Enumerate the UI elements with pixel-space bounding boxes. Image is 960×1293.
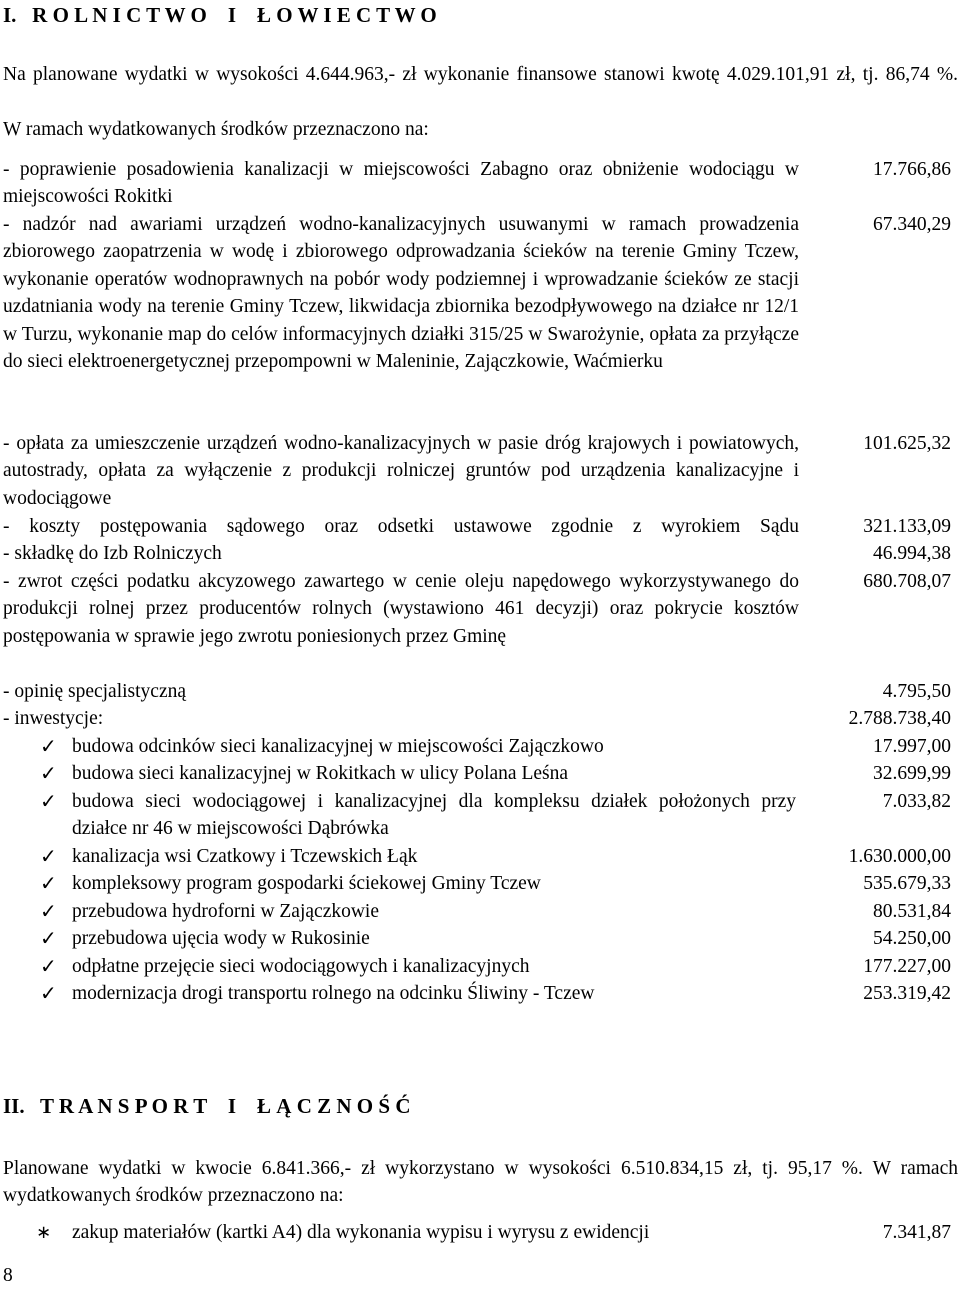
item-amount: 2.788.738,40 [848,708,951,729]
investment-text: budowa sieci kanalizacyjnej w Rokitkach w ulicy Polana Leśna [72,763,569,784]
investment-text: przebudowa hydroforni w Zajączkowie [72,901,380,922]
check-icon: ✓ [40,981,57,1005]
section-intro-line1 [3,61,958,88]
list-item [3,705,951,732]
check-icon: ✓ [40,871,57,895]
section-intro: Na planowane wydatki w wysokości 4.644.963,- zł wykonanie finansowe stanowi kwotę 4.029.101,91 zł, tj. 86,74 %. [3,64,958,85]
list-item [3,430,951,512]
investment-amount: 17.997,00 [873,736,951,757]
investment-item [72,925,951,952]
investment-text: budowa odcinków sieci kanalizacyjnej w miejscowości Zajączkowo [72,736,604,757]
investment-item [72,843,951,870]
list-item [3,156,951,211]
section-intro-2: W ramach wydatkowanych środków przeznaczono na: [3,119,429,140]
investment-text: kanalizacja wsi Czatkowy i Tczewskich Łąk [72,846,418,867]
section-heading-rolnictwo: I. R O L N I C T W O I Ł O W I E C T W O [3,3,437,27]
item-text: - opłata za umieszczenie urządzeń wodno-kanalizacyjnych w pasie dróg krajowych i powiatowych, autostrady, opłata za wyłączenie z produkcji rolniczej gruntów pod urządzenia kanalizacyjne i wodociągowe [3,433,799,509]
investment-amount: 535.679,33 [863,873,951,894]
investment-amount: 54.250,00 [873,928,951,949]
investment-text: kompleksowy program gospodarki ściekowej Gminy Tczew [72,873,541,894]
investment-amount: 32.699,99 [873,763,951,784]
list-item [3,513,951,540]
investment-item [72,733,951,760]
check-icon: ✓ [40,954,57,978]
item-text: - nadzór nad awariami urządzeń wodno-kanalizacyjnych usuwanymi w ramach prowadzenia zbiorowego zaopatrzenia w wodę i zbiorowego odprowadzania ścieków na terenie Gminy Tczew, wykonanie operatów wodnoprawnych na pobór wody podziemnej i wprowadzanie ścieków ze stacji uzdatniania wody na terenie Gminy Tczew, likwidacja zbiornika bezodpływowego na działce nr 12/1 w Turzu, wykonanie map do celów informacyjnych działki 315/25 w Swarożynie, opłata za przyłącze do sieci elektroenergetycznej przepompowni w Maleninie, Zajączkowie, Waćmierku [3,214,799,373]
list-item [3,211,951,375]
item-amount: 67.340,29 [873,214,951,235]
investment-item [72,953,951,980]
investment-text: przebudowa ujęcia wody w Rukosinie [72,928,370,949]
item-text: - inwestycje: [3,708,104,729]
item-text: - składkę do Izb Rolniczych [3,543,222,564]
section-heading-transport: II. T R A N S P O R T I Ł Ą C Z N O Ś Ć [3,1094,411,1118]
list-item [3,540,951,567]
investment-amount: 1.630.000,00 [848,846,951,867]
check-icon: ✓ [40,789,57,813]
check-icon: ✓ [40,926,57,950]
item-amount: 46.994,38 [873,543,951,564]
investment-item [72,870,951,897]
transport-item-amount: 7.341,87 [882,1222,951,1243]
check-icon: ✓ [40,899,57,923]
investment-item [72,898,951,925]
investment-text: modernizacja drogi transportu rolnego na odcinku Śliwiny - Tczew [72,983,595,1004]
item-amount: 4.795,50 [882,681,951,702]
investment-item [72,980,951,1007]
item-text: - koszty postępowania sądowego oraz odsetki ustawowe zgodnie z wyrokiem Sądu [3,516,799,537]
item-text: - poprawienie posadowienia kanalizacji w miejscowości Zabagno oraz obniżenie wodociągu w miejscowości Rokitki [3,159,799,208]
page-number: 8 [3,1265,13,1286]
list-item [3,678,951,705]
investment-amount: 253.319,42 [863,983,951,1004]
check-icon: ✓ [40,844,57,868]
item-amount: 101.625,32 [863,433,951,454]
investment-item [72,788,951,843]
transport-item [72,1219,951,1246]
check-icon: ✓ [40,761,57,785]
investment-text: budowa sieci wodociągowej i kanalizacyjnej dla kompleksu działek położonych przy działce nr 46 w miejscowości Dąbrówka [72,791,796,840]
section2-intro: Planowane wydatki w kwocie 6.841.366,- zł wykorzystano w wysokości 6.510.834,15 zł, tj. 95,17 %. W ramach wydatkowanych środków przeznaczono na: [3,1158,958,1207]
transport-item-text: zakup materiałów (kartki A4) dla wykonania wypisu i wyrysu z ewidencji [72,1222,650,1243]
investment-amount: 80.531,84 [873,901,951,922]
item-text: - zwrot części podatku akcyzowego zawartego w cenie oleju napędowego wykorzystywanego do produkcji rolnej przez producentów rolnych (wystawiono 461 decyzji) oraz pokrycie kosztów postępowania w sprawie jego zwrotu poniesionych przez Gminę [3,571,799,647]
asterisk-icon: ∗ [36,1222,52,1243]
investment-amount: 7.033,82 [882,791,951,812]
list-item [3,568,951,650]
item-amount: 321.133,09 [863,516,951,537]
investment-item [72,760,951,787]
item-amount: 17.766,86 [873,159,951,180]
check-icon: ✓ [40,734,57,758]
item-amount: 680.708,07 [863,571,951,592]
item-text: - opinię specjalistyczną [3,681,187,702]
investment-text: odpłatne przejęcie sieci wodociągowych i kanalizacyjnych [72,956,530,977]
investment-amount: 177.227,00 [863,956,951,977]
